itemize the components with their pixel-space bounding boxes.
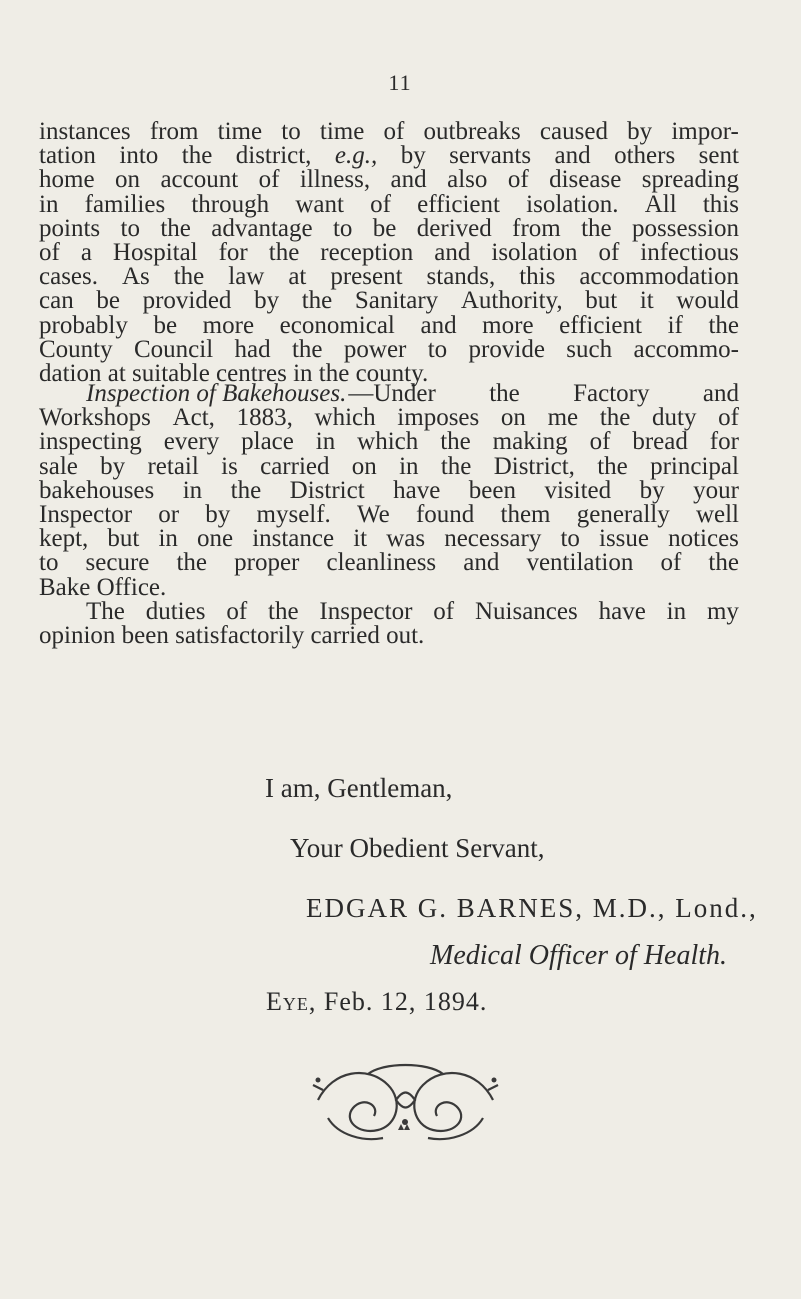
paragraph-line: instances from time to time of outbreaks caused by impor- xyxy=(39,118,739,145)
paragraph-line: dation at suitable centres in the county. xyxy=(39,360,429,387)
section-heading: Inspection of Bakehouses. xyxy=(86,380,347,407)
paragraph-line: The duties of the Inspector of Nuisances have in my xyxy=(86,597,739,625)
paragraph-line: probably be more economical and more efficient if the xyxy=(39,311,739,339)
paragraph-line: kept, but in one instance it was necessary to issue notices xyxy=(39,525,739,553)
paragraph-line: to secure the proper cleanliness and ventilation of the xyxy=(39,549,739,577)
paragraph-line: points to the advantage to be derived from the possession xyxy=(39,214,739,242)
paragraph-line: in families through want of efficient isolation. All this xyxy=(39,190,739,218)
paragraph-line: home on account of illness, and also of disease spreading xyxy=(39,166,739,194)
signature-title: Medical Officer of Health. xyxy=(430,940,728,971)
paragraph-line: opinion been satisfactorily carried out. xyxy=(39,622,425,649)
floral-tailpiece-icon xyxy=(308,1060,503,1145)
paragraph-line: —Under the Factory and xyxy=(348,380,739,407)
paragraph-line: sale by retail is carried on in the District, the principal xyxy=(39,452,739,480)
paragraph-line: Inspector or by myself. We found them generally well xyxy=(39,501,739,528)
signature-name: EDGAR G. BARNES, M.D., Lond., xyxy=(306,893,758,923)
dateline-place: Eye xyxy=(266,987,309,1016)
dateline-date: , Feb. 12, 1894. xyxy=(308,987,488,1016)
paragraph-line: Workshops Act, 1883, which imposes on me the duty of xyxy=(39,404,739,432)
closing-valediction: Your Obedient Servant, xyxy=(290,833,545,863)
paragraph-line: Bake Office. xyxy=(39,573,167,601)
paragraph-line: County Council had the power to provide such accommo- xyxy=(39,335,739,363)
paragraph-line: can be provided by the Sanitary Authority, but it would xyxy=(39,287,739,315)
paragraph-line: cases. As the law at present stands, this accommodation xyxy=(39,263,739,291)
paragraph-line: inspecting every place in which the making of bread for xyxy=(39,428,739,456)
closing-salutation: I am, Gentleman, xyxy=(265,773,453,803)
paragraph-line: tation into the district, e.g., by servants and others sent xyxy=(39,142,739,170)
paragraph-line: of a Hospital for the reception and isolation of infectious xyxy=(39,239,739,266)
dateline xyxy=(266,987,487,1017)
page-number: 11 xyxy=(388,70,412,95)
paragraph-line: bakehouses in the District have been visited by your xyxy=(39,476,739,504)
